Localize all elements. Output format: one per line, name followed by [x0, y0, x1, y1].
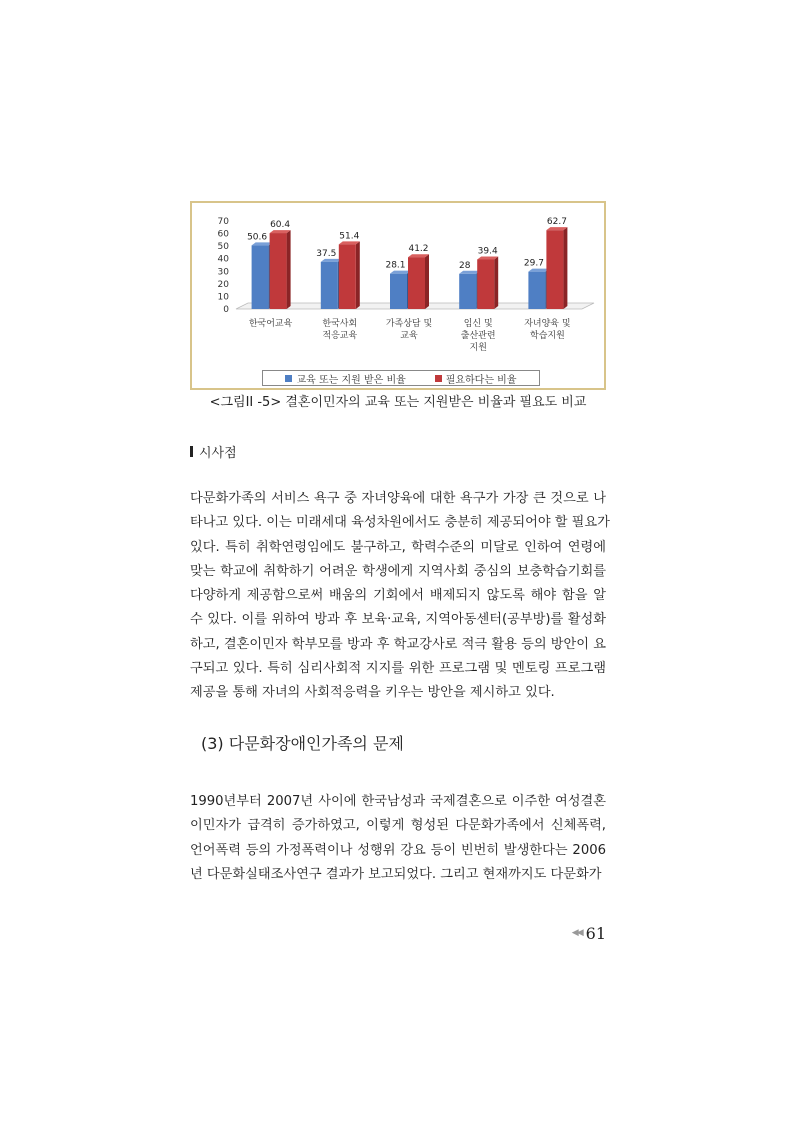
paragraph-implications [190, 487, 610, 706]
y-tick-label: 70 [217, 217, 229, 227]
bar [270, 233, 287, 309]
legend-item-received [285, 371, 405, 386]
y-tick-label: 20 [217, 279, 229, 290]
data-label: 62.7 [546, 217, 567, 228]
bar [546, 230, 563, 309]
page-footer [560, 922, 606, 944]
bar-side [287, 230, 291, 309]
paragraph-implications-line: 있다. 특히 취학연령임에도 불구하고, 학력수준의 미달로 인하여 연령에 [190, 539, 606, 555]
paragraph-implications-line: 수 있다. 이를 위하여 방과 후 보육·교육, 지역아동센터(공부방)를 활성화 [190, 612, 606, 628]
data-label: 28.1 [385, 260, 406, 271]
bar [528, 272, 545, 309]
x-category-label: 가족상담 및 [385, 319, 433, 329]
double-arrow-icon: ◀◀ [571, 928, 582, 938]
bar [408, 257, 425, 309]
chart-frame [190, 201, 606, 390]
paragraph-implications-line: 맞는 학교에 취학하기 어려운 학생에게 지역사회 중심의 보충학습기회를 [190, 563, 606, 579]
legend-label-needed: 필요하다는 비율 [445, 374, 517, 386]
y-tick-label: 60 [217, 229, 229, 240]
data-label: 28 [458, 260, 471, 271]
x-category-label: 교육 [400, 331, 418, 341]
paragraph-implications-line: 타나고 있다. 이는 미래세대 육성차원에서도 충분히 제공되어야 할 필요가 [190, 515, 610, 531]
data-label: 39.4 [477, 246, 498, 257]
data-label: 29.7 [523, 258, 544, 269]
legend-item-needed [435, 371, 517, 386]
legend-swatch-blue [285, 375, 292, 382]
bar [459, 274, 476, 309]
paragraph-violence-line: 1990년부터 2007년 사이에 한국남성과 국제결혼으로 이주한 여성결혼 [190, 794, 606, 809]
bar-side [356, 241, 360, 309]
y-tick-label: 10 [217, 292, 229, 303]
paragraph-violence-line: 언어폭력 등의 가정폭력이나 성행위 강요 등이 빈번히 발생한다는 2006 [190, 842, 606, 858]
data-label: 41.2 [408, 244, 429, 255]
paragraph-implications-line: 다문화가족의 서비스 욕구 중 자녀양육에 대한 욕구가 가장 큰 것으로 나 [190, 491, 606, 506]
figure-caption: <그림II -5> 결혼이민자의 교육 또는 지원받은 비율과 필요도 비교 [209, 395, 587, 410]
data-label: 50.6 [247, 232, 268, 243]
paragraph-implications-line: 하고, 결혼이민자 학부모를 방과 후 학교강사로 적극 활용 등의 방안이 요 [190, 636, 606, 652]
paragraph-violence [190, 790, 606, 887]
legend-label-received: 교육 또는 지원 받은 비율 [296, 374, 406, 386]
y-tick-label: 30 [217, 267, 229, 278]
subsection-title: (3) 다문화장애인가족의 문제 [201, 734, 404, 753]
bar [339, 244, 356, 309]
bar-side [494, 256, 498, 309]
x-category-label: 지원 [469, 343, 487, 353]
x-category-label: 임신 및 [463, 319, 493, 329]
x-category-label: 자녀양육 및 [524, 319, 571, 329]
bar [390, 274, 407, 309]
bar [321, 262, 338, 309]
bar-side [563, 227, 567, 309]
paragraph-violence-line: 년 다문화실태조사연구 결과가 보고되었다. 그리고 현재까지도 다문화가 [190, 866, 602, 882]
y-tick-label: 0 [223, 305, 229, 315]
section-heading [190, 442, 237, 461]
legend-swatch-red [435, 375, 442, 382]
x-category-label: 적응교육 [322, 331, 358, 341]
x-category-label: 학습지원 [530, 331, 565, 341]
x-category-label: 한국어교육 [248, 319, 293, 329]
chart-legend [262, 370, 540, 386]
paragraph-implications-line: 다양하게 제공함으로써 배움의 기회에서 배제되지 않도록 해야 함을 알 [190, 588, 606, 604]
section-title: 시사점 [199, 446, 237, 461]
y-tick-label: 50 [217, 242, 229, 253]
paragraph-implications-line: 제공을 통해 자녀의 사회적응력을 키우는 방안을 제시하고 있다. [190, 685, 555, 701]
page-number: 61 [585, 923, 606, 943]
bar-chart [192, 203, 604, 388]
section-marker-icon [190, 446, 193, 457]
bar [252, 245, 269, 309]
data-label: 51.4 [339, 231, 360, 242]
data-label: 37.5 [316, 248, 337, 259]
bar-side [425, 254, 429, 309]
paragraph-violence-line: 이민자가 급격히 증가하였고, 이렇게 형성된 다문화가족에서 신체폭력, [190, 818, 606, 834]
x-category-label: 출산관련 [460, 331, 496, 341]
x-category-label: 한국사회 [322, 319, 358, 329]
paragraph-implications-line: 구되고 있다. 특히 심리사회적 지지를 위한 프로그램 및 멘토링 프로그램 [190, 661, 606, 677]
data-label: 60.4 [270, 220, 291, 231]
y-tick-label: 40 [217, 254, 229, 265]
bar [477, 259, 494, 309]
